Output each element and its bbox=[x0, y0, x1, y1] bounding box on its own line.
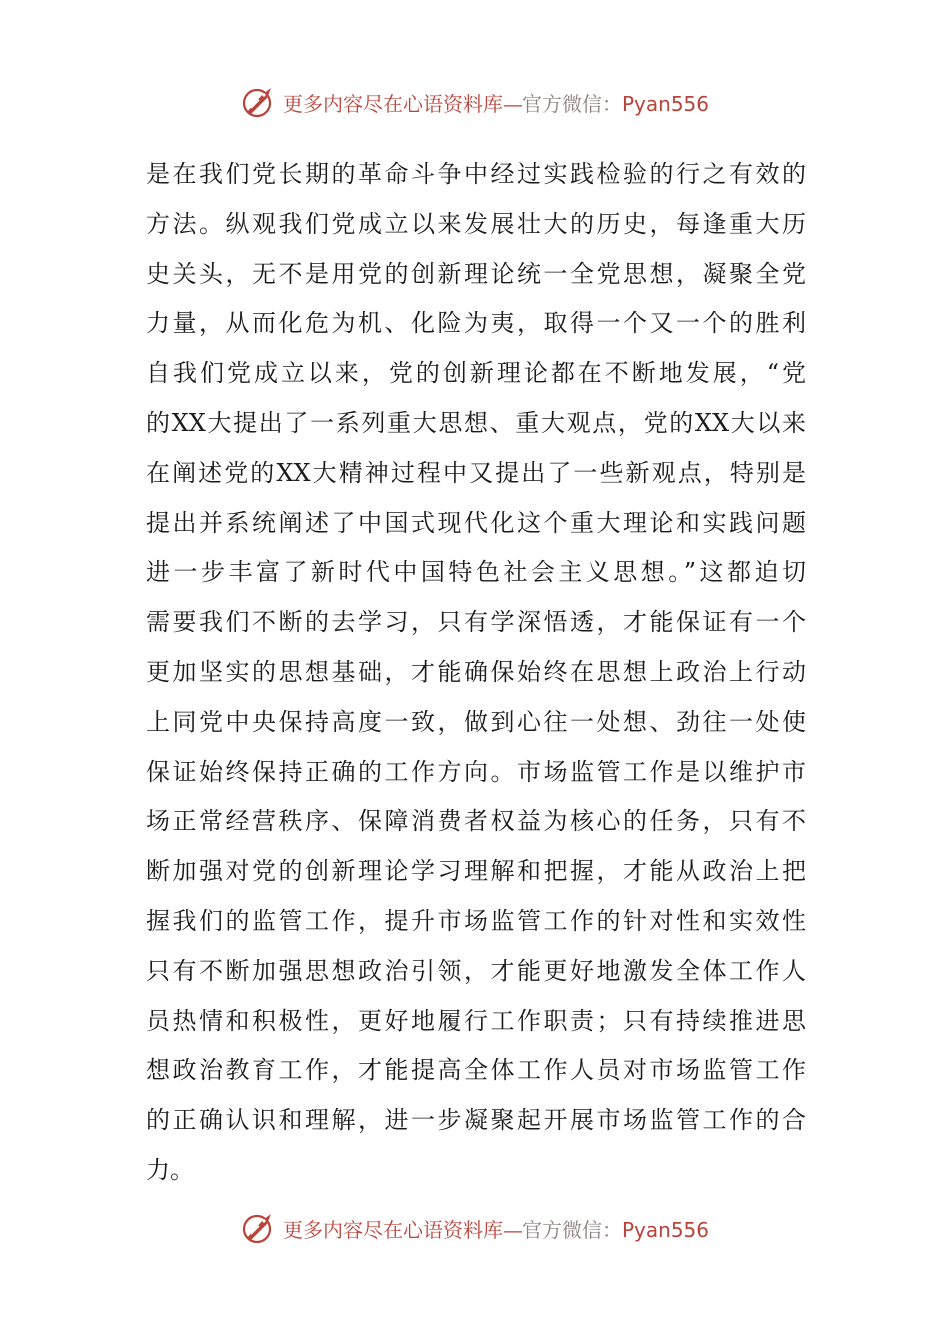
document-body bbox=[146, 150, 806, 1196]
banner-wechat-id: Pyan556 bbox=[621, 91, 709, 116]
text-line: 方法。纵观我们党成立以来发展壮大的历史，每逢重大历 bbox=[146, 209, 806, 238]
text-line: 握我们的监管工作，提升市场监管工作的针对性和实效性 bbox=[146, 906, 806, 935]
text-line: 场正常经营秩序、保障消费者权益为核心的任务，只有不 bbox=[146, 807, 806, 836]
text-line: 力。 bbox=[146, 1155, 194, 1184]
text-line: 的正确认识和理解，进一步凝聚起开展市场监管工作的合 bbox=[146, 1106, 806, 1135]
text-line: 的XX大提出了一系列重大思想、重大观点，党的XX大以来 bbox=[146, 408, 806, 437]
footer-banner bbox=[0, 1208, 950, 1248]
text-line: 断加强对党的创新理论学习理解和把握，才能从政治上把 bbox=[146, 857, 806, 886]
banner-wechat-label: 官方微信： bbox=[521, 91, 622, 116]
banner-separator: — bbox=[502, 91, 522, 116]
text-line: 在阐述党的XX大精神过程中又提出了一些新观点，特别是 bbox=[146, 458, 806, 487]
banner-wechat-label: 官方微信： bbox=[521, 1217, 622, 1242]
text-line: 更加坚实的思想基础，才能确保始终在思想上政治上行动 bbox=[146, 657, 806, 686]
text-line: 是在我们党长期的革命斗争中经过实践检验的行之有效的 bbox=[146, 160, 806, 188]
text-line: 力量，从而化危为机、化险为夷，取得一个又一个的胜利 bbox=[146, 309, 806, 338]
banner-main-text: 更多内容尽在心语资料库 bbox=[282, 1217, 503, 1242]
text-line: 史关头，无不是用党的创新理论统一全党思想，凝聚全党 bbox=[146, 259, 806, 288]
pen-nib-logo-icon bbox=[241, 1210, 277, 1246]
text-line: 只有不断加强思想政治引领，才能更好地激发全体工作人 bbox=[146, 956, 806, 985]
text-line: 自我们党成立以来，党的创新理论都在不断地发展，“党 bbox=[146, 359, 806, 388]
banner-separator: — bbox=[502, 1217, 522, 1242]
text-line: 员热情和积极性，更好地履行工作职责；只有持续推进思 bbox=[146, 1006, 806, 1035]
text-line: 提出并系统阐述了中国式现代化这个重大理论和实践问题 bbox=[146, 508, 806, 537]
text-line: 保证始终保持正确的工作方向。市场监管工作是以维护市 bbox=[146, 757, 806, 786]
text-line: 进一步丰富了新时代中国特色社会主义思想。”这都迫切 bbox=[146, 558, 806, 587]
banner-main-text: 更多内容尽在心语资料库 bbox=[282, 91, 503, 116]
header-banner bbox=[0, 82, 950, 122]
text-line: 想政治教育工作，才能提高全体工作人员对市场监管工作 bbox=[146, 1056, 806, 1085]
text-line: 需要我们不断的去学习，只有学深悟透，才能保证有一个 bbox=[146, 608, 806, 637]
pen-nib-logo-icon bbox=[241, 84, 277, 120]
text-line: 上同党中央保持高度一致，做到心往一处想、劲往一处使 bbox=[146, 707, 806, 736]
banner-wechat-id: Pyan556 bbox=[621, 1217, 709, 1242]
